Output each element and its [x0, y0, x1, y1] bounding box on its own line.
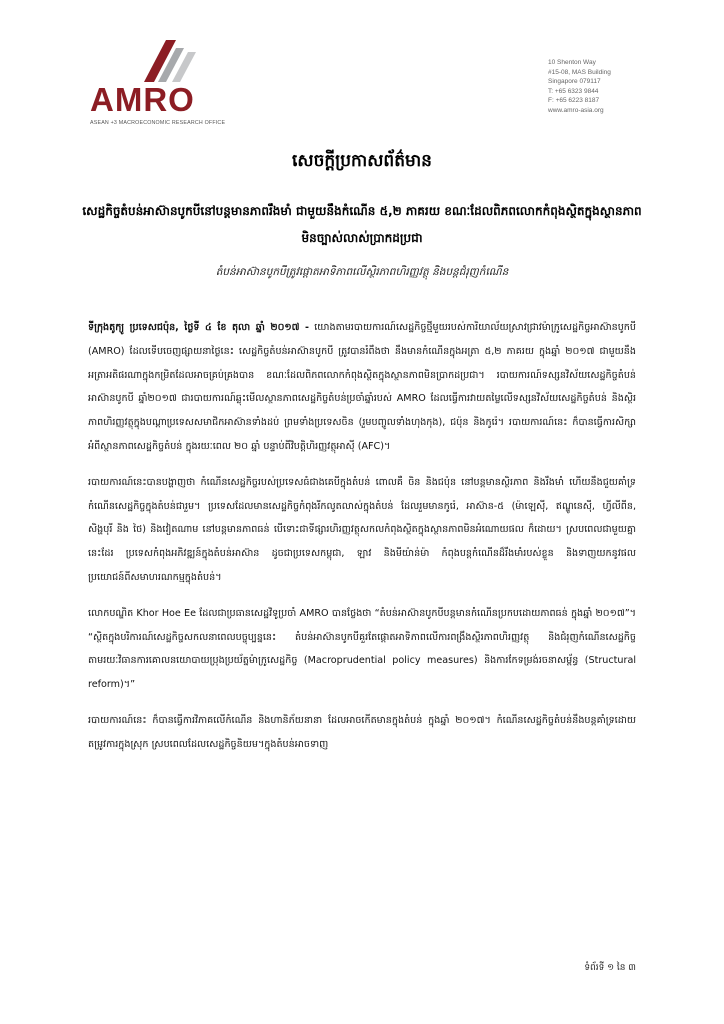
page-number: ទំព័រទី ១ នៃ ៣ [584, 963, 636, 973]
letterhead [0, 0, 724, 140]
logo-tagline: ASEAN +3 MACROECONOMIC RESEARCH OFFICE [90, 120, 226, 126]
body-text [88, 316, 636, 769]
dateline: ទីក្រុងតូក្យូ ប្រទេសជប៉ុន, ថ្ងៃទី ៤ ខែ តុលា ឆ្នាំ ២០១៧ - [88, 322, 310, 333]
logo-wordmark: AMRO [90, 81, 195, 118]
paragraph-text: របាយការណ៍នេះបានបង្ហាញថា កំណើនសេដ្ឋកិច្ចរបស់ប្រទេសធំជាងគេបីក្នុងតំបន់ ពោលគឺ ចិន និងជប៉ុន នៅបន្តមានស្ថិរភាព និងរឹងមាំ ហើយនឹងជួយគាំទ្រកំណើនសេដ្ឋកិច្ចក្នុងតំបន់ជារួម។ ប្រទេសដែលមានសេដ្ឋកិច្ចកំពុងរីកលូតលាស់ក្នុងតំបន់ ដែលរួមមានកូរ៉េ, អាស៊ាន-៥ (ម៉ាឡេស៊ី, ឥណ្ឌូនេស៊ី, ហ្វីលីពីន, សិង្ហបុរី និង ថៃ) និងវៀតណាម នៅបន្តមានភាពធន់ បើទោះជាទីផ្សារហិរញ្ញវត្ថុសកលកំពុងស្ថិតក្នុងស្ថានភាពមិនអំណោយផល ក៏ដោយ។ ស្របពេលជាមួយគ្នានេះដែរ ប្រទេសកំពុងអភិវឌ្ឍន៍ក្នុងតំបន់អាស៊ាន ដូចជាប្រទេសកម្ពុជា, ឡាវ និងមីយ៉ាន់ម៉ា កំពុងបន្តកំណើនដ៏រឹងមាំរបស់ខ្លួន និងទាញយកនូវផលប្រយោជន៍ពីសមាហរណកម្មក្នុងតំបន់។ [88, 476, 636, 583]
office-address [548, 58, 688, 116]
document-title: សេចក្តីប្រកាសព័ត៌មាន [292, 151, 432, 171]
headline: សេដ្ឋកិច្ចតំបន់អាស៊ានបូកបីនៅបន្តមានភាពរឹងមាំ ជាមួយនឹងកំណើន ៥,២ ភាគរយ ខណៈដែលពិភពលោកកំពុងស្ថិតក្នុងស្ថានភាពមិនច្បាស់លាស់ប្រាកដប្រជា [82, 204, 642, 245]
amro-logo [90, 38, 230, 128]
address-line: 10 Shenton Way [548, 59, 596, 66]
phone-line: T: +65 6323 9844 [548, 87, 599, 95]
subheadline: តំបន់អាស៊ានបូកបីត្រូវផ្តោតអាទិភាពលើស្ថិរភាពហិរញ្ញវត្ថុ និងបន្តជំរុញកំណើន [215, 266, 509, 278]
address-line: Singapore 079117 [548, 78, 601, 86]
paragraph-text: របាយការណ៍នេះ ក៏បានធ្វើការវិភាគលើកំណើន និងហានិភ័យនានា ដែលអាចកើតមានក្នុងតំបន់ ក្នុងឆ្នាំ ២០១៧។ កំណើនសេដ្ឋកិច្ចតំបន់នឹងបន្តគាំទ្រដោយតម្រូវការក្នុងស្រុក ស្របពេលដែលសេដ្ឋកិច្ចនិយម។ក្នុងតំបន់អាចទាញ [88, 714, 636, 750]
address-line: #15-08, MAS Building [548, 68, 611, 76]
paragraph [88, 316, 636, 459]
fax-line: F: +65 6223 8187 [548, 97, 600, 105]
website-line: www.amro-asia.org [548, 106, 604, 114]
paragraph-text: យោងតាមរបាយការណ៍សេដ្ឋកិច្ចថ្មីមួយរបស់ការិយាល័យស្រាវជ្រាវម៉ាក្រូសេដ្ឋកិច្ចអាស៊ានបូកបី (AMRO) ដែលទើបចេញផ្សាយនាថ្ងៃនេះ សេដ្ឋកិច្ចតំបន់អាស៊ានបូកបី ត្រូវបានរំពឹងថា នឹងមានកំណើនក្នុងអត្រា ៥,២ ភាគរយ ក្នុងឆ្នាំ ២០១៧ ជាមួយនឹងអត្រាអតិផរណាក្នុងកម្រិតដែលអាចគ្រប់គ្រងបាន ខណៈដែលពិភពលោកកំពុងស្ថិតក្នុងស្ថានភាពមិនប្រាកដប្រជា។ របាយការណ៍ទស្សនវិស័យសេដ្ឋកិច្ចតំបន់អាស៊ានបូកបី ឆ្នាំ២០១៧ ជារបាយការណ៍ឆ្លុះមើលស្ថានភាពសេដ្ឋកិច្ចតំបន់ប្រចាំឆ្នាំរបស់ AMRO ដែលធ្វើការវាយតម្លៃលើទស្សនវិស័យសេដ្ឋកិច្ចតំបន់ និងស្ថិរភាពហិរញ្ញវត្ថុក្នុងបណ្តាប្រទេសសមាជិកអាស៊ានទាំងដប់ ព្រមទាំងប្រទេសចិន (រួមបញ្ចូលទាំងហុងកុង), ជប៉ុន និងកូរ៉េ។ របាយការណ៍នេះ ក៏បានធ្វើការសិក្សាអំពីស្ថានភាពសេដ្ឋកិច្ចតំបន់ ក្នុងរយៈពេល ២០ ឆ្នាំ បន្ទាប់ពីវិបត្តិហិរញ្ញវត្ថុអាស៊ី (AFC)។ [88, 322, 636, 452]
paragraph [88, 471, 636, 590]
paragraph [88, 709, 636, 757]
paragraph [88, 602, 636, 697]
paragraph-text: លោកបណ្ឌិត Khor Hoe Ee ដែលជាប្រធានសេដ្ឋវិទូប្រចាំ AMRO បានថ្លែងថា “តំបន់អាស៊ានបូកបីបន្តមានកំណើនប្រកបដោយភាពធន់ ក្នុងឆ្នាំ ២០១៧”។ “ស្ថិតក្នុងបរិការណ៍សេដ្ឋកិច្ចសកលនាពេលបច្ចុប្បន្ននេះ តំបន់អាស៊ានបូកបីគួរតែផ្តោតអាទិភាពលើការពង្រឹងស្ថិរភាពហិរញ្ញវត្ថុ និងជំរុញកំណើនសេដ្ឋកិច្ច តាមរយៈវិធានការគោលនយោបាយប្រុងប្រយ័ត្នម៉ាក្រូសេដ្ឋកិច្ច (Macroprudential policy measures) និងការកែទម្រង់រចនាសម្ព័ន្ធ (Structural reform)។” [88, 607, 636, 691]
amro-logo-mark-icon [136, 38, 202, 82]
